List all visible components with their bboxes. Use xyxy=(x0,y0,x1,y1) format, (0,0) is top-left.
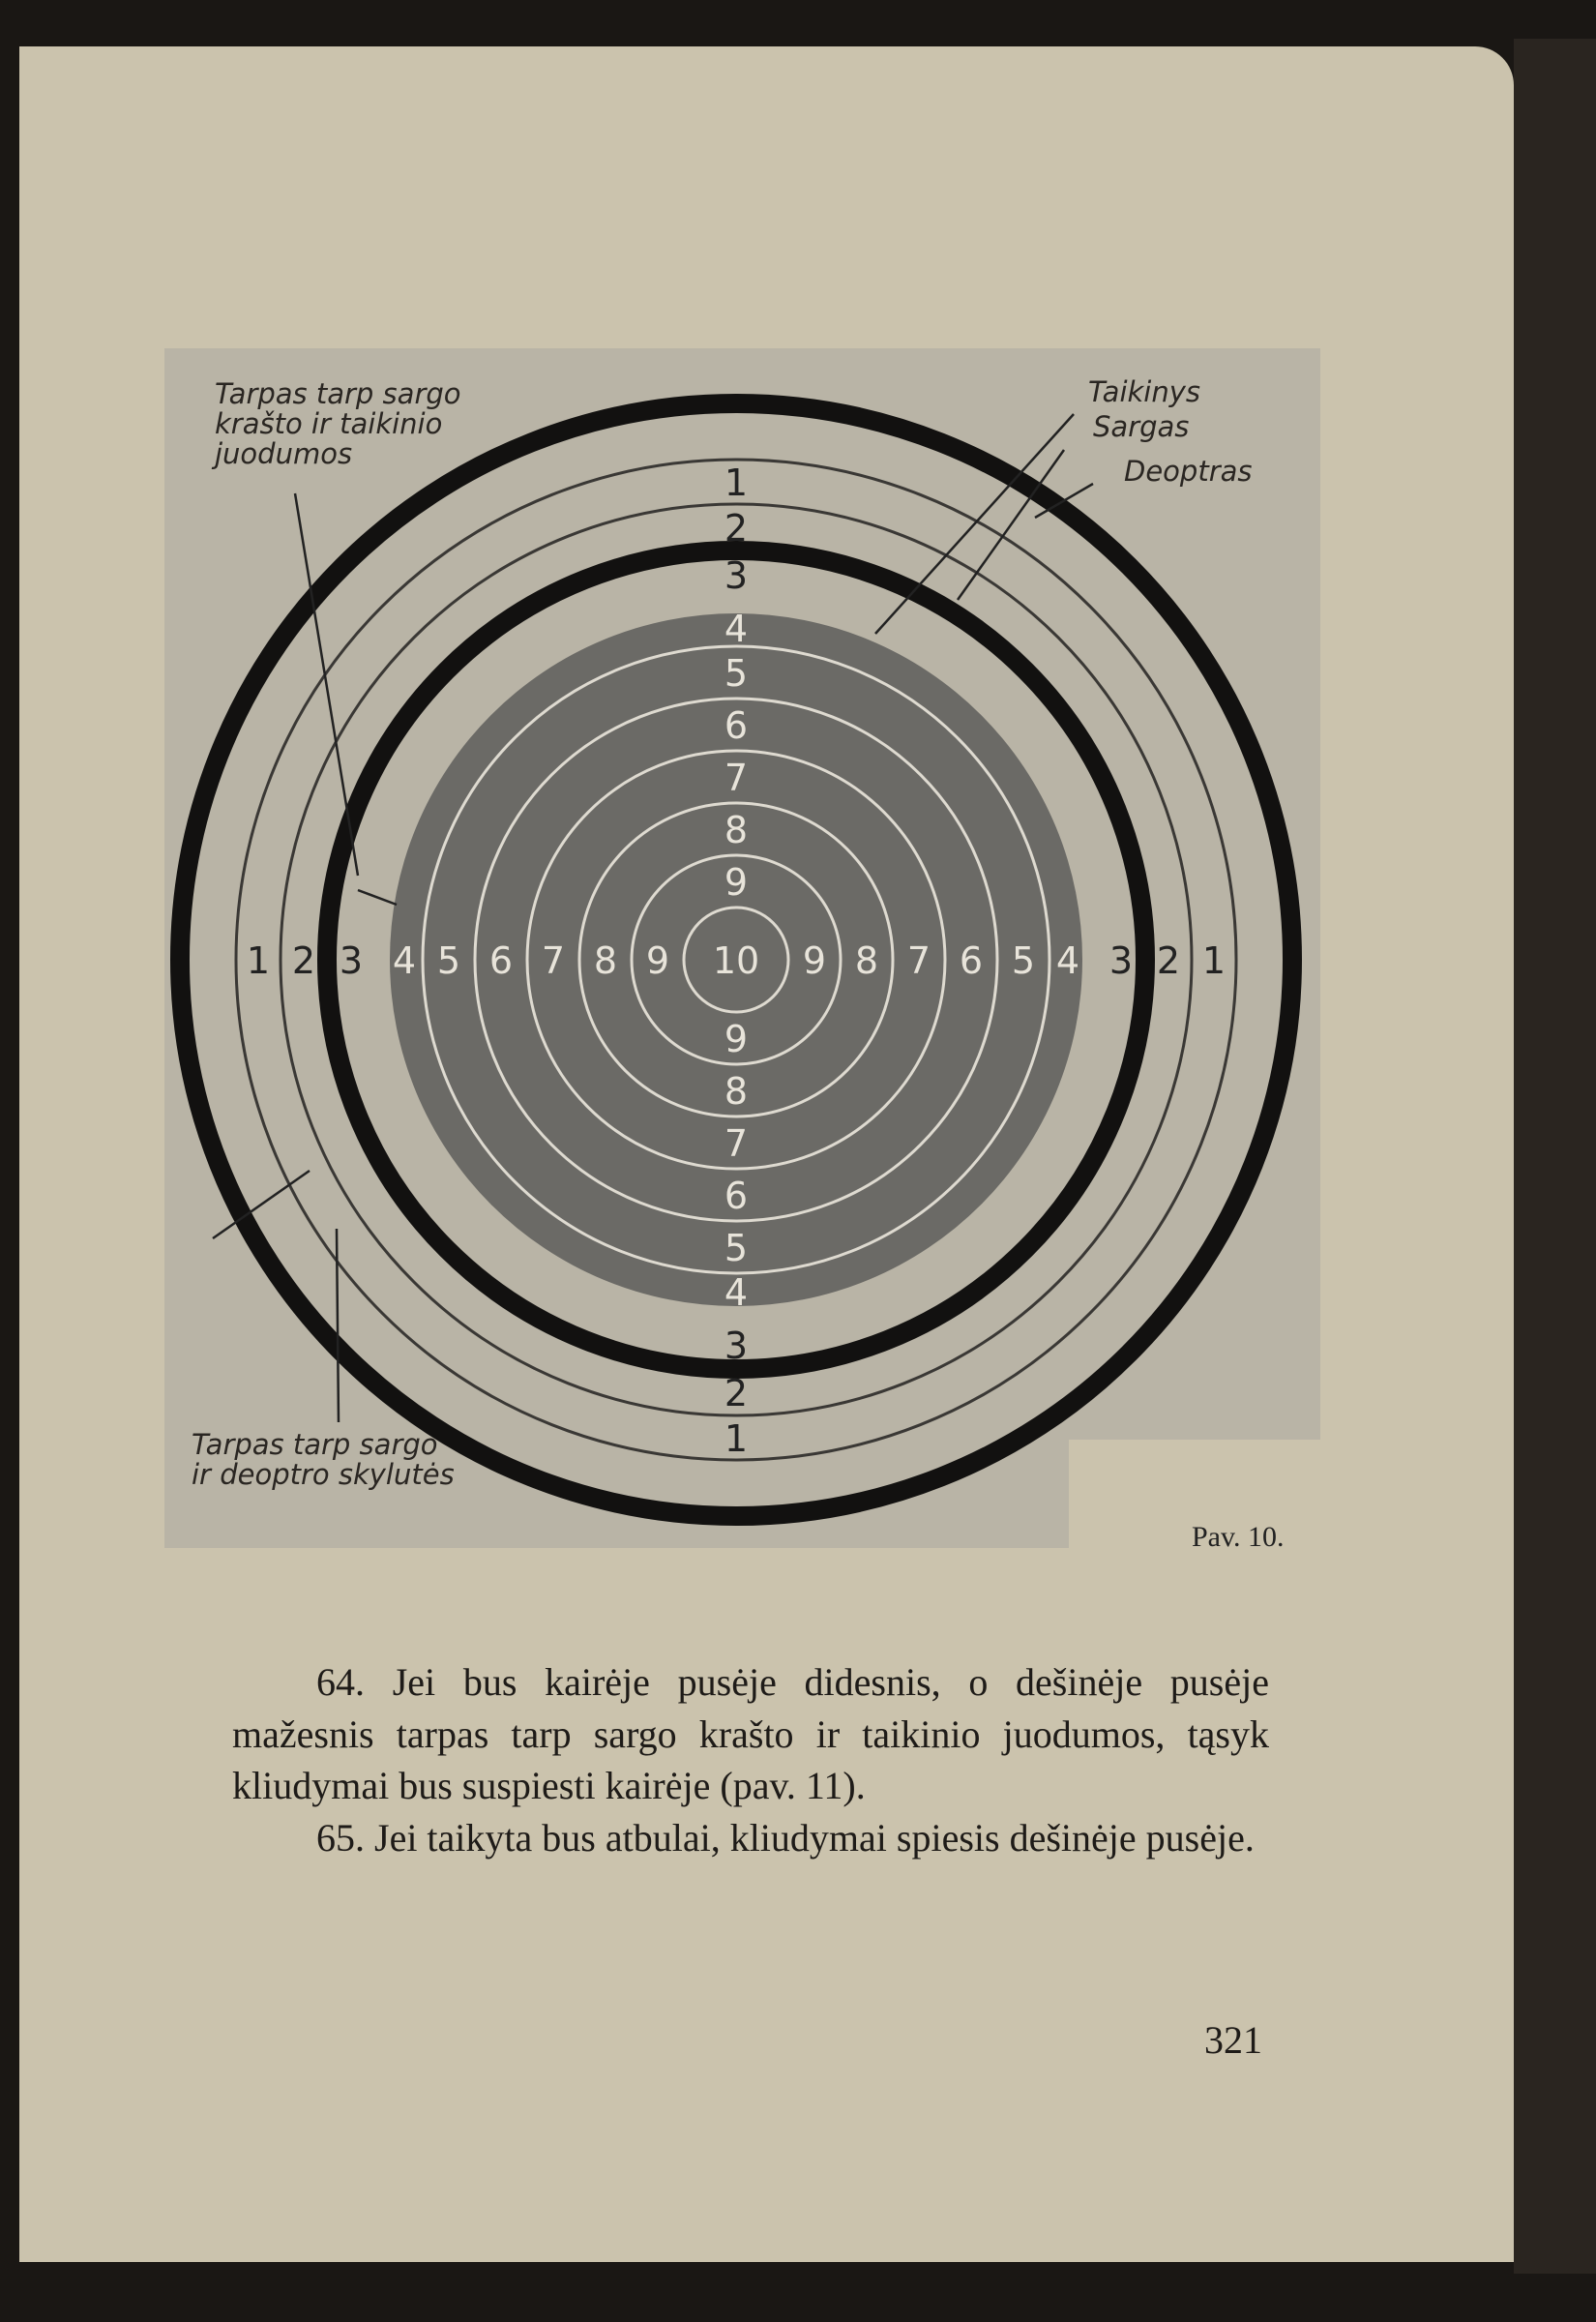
ring-number: 1 xyxy=(246,939,271,982)
ring-number: 7 xyxy=(906,939,931,982)
ring-number: 3 xyxy=(724,554,749,597)
ring-number: 4 xyxy=(724,1271,749,1314)
ring-number: 4 xyxy=(392,939,417,982)
ring-number: 9 xyxy=(645,939,670,982)
label-target: Taikinys xyxy=(1088,375,1200,408)
ring-number: 9 xyxy=(724,1018,749,1060)
ring-number: 5 xyxy=(724,1227,749,1269)
ring-number: 2 xyxy=(1156,939,1181,982)
label-gap-guard-edge: Tarpas tarp sargo krašto ir taikinio juodumos xyxy=(215,377,461,470)
ring-number: 3 xyxy=(1108,939,1134,982)
paragraph-65: 65. Jei taikyta bus atbulai, kliudymai spiesis dešinėje pusėje. xyxy=(316,1815,1255,1860)
ring-number: 7 xyxy=(541,939,566,982)
target-figure xyxy=(164,348,1320,1548)
label-gap-guard-diopter: Tarpas tarp sargo ir deoptro skylutės xyxy=(192,1428,455,1491)
figure-caption: Pav. 10. xyxy=(1192,1521,1285,1553)
label-diopter: Deoptras xyxy=(1124,455,1253,488)
ring-number: 4 xyxy=(724,608,749,650)
page-edge xyxy=(1514,39,1596,2274)
ring-number: 6 xyxy=(488,939,514,982)
ring-number: 9 xyxy=(724,861,749,904)
ring-number: 10 xyxy=(712,939,760,982)
ring-number: 7 xyxy=(724,757,749,799)
body-text xyxy=(232,1656,1269,1863)
page-number: 321 xyxy=(1204,2018,1262,2062)
ring-number: 2 xyxy=(291,939,316,982)
ring-number: 8 xyxy=(724,1070,749,1113)
ring-number: 5 xyxy=(1011,939,1036,982)
ring-number: 1 xyxy=(724,461,749,504)
target-diagram xyxy=(164,348,1320,1548)
ring-number: 5 xyxy=(436,939,461,982)
ring-number: 8 xyxy=(854,939,879,982)
ring-number: 2 xyxy=(724,1372,749,1414)
label-guard: Sargas xyxy=(1093,410,1190,443)
ring-number: 2 xyxy=(724,507,749,550)
ring-number: 1 xyxy=(724,1417,749,1460)
ring-number: 6 xyxy=(959,939,984,982)
paragraph-64: 64. Jei bus kairėje pusėje didesnis, o dešinėje pusėje mažesnis tarpas tarp sargo krašto ir taikinio juodumos, tąsyk kliudymai bus suspiesti kairėje (pav. 11). xyxy=(232,1660,1269,1807)
ring-number: 1 xyxy=(1201,939,1227,982)
ring-number: 8 xyxy=(593,939,618,982)
ring-number: 3 xyxy=(724,1325,749,1367)
ring-number: 7 xyxy=(724,1122,749,1165)
ring-number: 5 xyxy=(724,652,749,695)
ring-number: 6 xyxy=(724,704,749,747)
ring-number: 4 xyxy=(1055,939,1080,982)
ring-number: 6 xyxy=(724,1175,749,1217)
ring-number: 3 xyxy=(339,939,364,982)
ring-number: 9 xyxy=(802,939,827,982)
ring-number: 8 xyxy=(724,809,749,851)
